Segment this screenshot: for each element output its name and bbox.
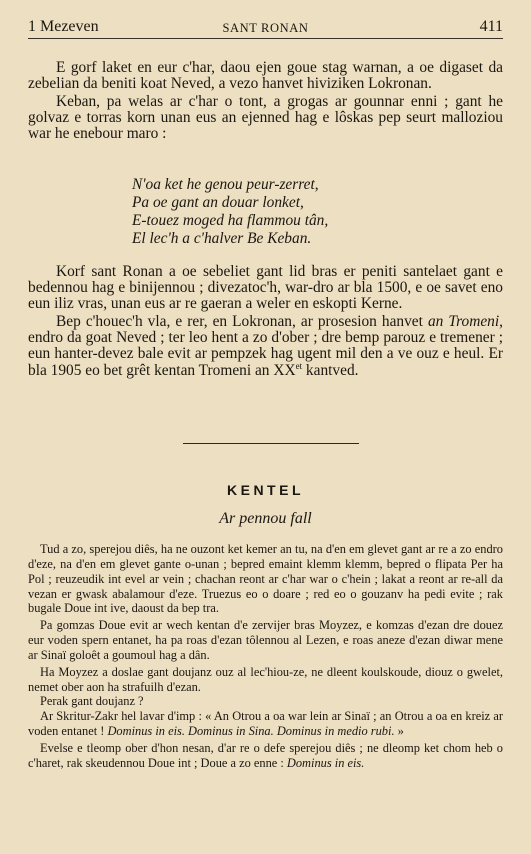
lesson-paragraph: Tud a zo, sperejou diês, ha ne ouzont ket kemer an tu, na d'en em glevet gant ar re a zo endro d'eze, na d'en em glevet gante o-unan ; bepred emaint klemm klemm, bepred o flipata Per ha Pol ; reuzeudik int evel ar vein ; chachan reont ar c'har war o c'hein ; lakat a reont ar re-all da vezan er gwask abalamour d'eze. Truezus eo o doare ; red eo o gouzanv ha pedi evite ; rak bugale Doue int ive, daoust da bep tra. xyxy=(28,542,503,616)
poem-line: El lec'h a c'halver Be Keban. xyxy=(132,230,312,247)
lesson-paragraph: Ha Moyzez a doslae gant doujanz ouz al lec'hiou-ze, ne dleent koulskoude, diouz o gwelet, nemet ober aon ha strafuilh d'ezan. xyxy=(28,664,503,694)
running-header xyxy=(28,14,503,39)
superscript: et xyxy=(295,360,303,371)
section-divider xyxy=(183,443,359,444)
kentel-title: KENTEL xyxy=(227,482,304,498)
header-title: SANT RONAN xyxy=(222,21,309,35)
body-paragraph: Korf sant Ronan a oe sebeliet gant lid bras er peniti santelaet gant e bedennou hag e binijennou ; divezatoc'h, war-dro ar bla 1500, e oe savet eno eun iliz vras, unan eus ar re gaeran a weler en eskopti Kerne. xyxy=(28,263,503,313)
intro-paragraph: E gorf laket en eur c'har, daou ejen goue stag warnan, a oe digaset da zebelian da beniti koat Neved, a vezo hanvet hiviziken Lokronan. xyxy=(28,59,503,93)
page-number: 411 xyxy=(479,18,503,35)
latin-quote: Dominus in eis. xyxy=(286,755,365,770)
lesson-paragraph: Pa gomzas Doue evit ar wech kentan d'e zervijer bras Moyzez, e komzas d'ezan dre douez eur voden spern entanet, ha pa roas d'ezan tôlennou al Lezen, e roas aneze d'ezan diwar mene ar Sinaï goloêt a goumoul hag a dân. xyxy=(28,618,503,662)
lesson-paragraph: Evelse e tleomp ober d'hon nesan, d'ar re o defe sperejou diês ; ne dleomp ket chom heb o c'haret, rak skeudennou Doue int ; Doue a zo enne : Dominus in eis. xyxy=(28,740,503,770)
poem-line: N'oa ket he genou peur-zerret, xyxy=(132,176,319,193)
after-poem-section xyxy=(28,264,503,379)
body-paragraph: Bep c'houec'h vla, e rer, en Lokronan, ar prosesion hanvet an Tromeni, endro da goat Neved ; ter leo hent a zo d'ober ; dre bemp parouz e tremener ; eun hanter-devez bale evit ar pempzek hag ugent mil den a ve ouz e heul. Er bla 1905 eo bet grêt kentan Tromeni an $XX^{et}$ kantved. xyxy=(28,313,503,379)
intro-section xyxy=(28,60,503,142)
poem-line: Pa oe gant an douar lonket, xyxy=(132,194,304,211)
lesson-paragraph: Ar Skritur-Zakr hel lavar d'imp : « An Otrou a oa war lein ar Sinaï ; an Otrou a oa en kreiz ar voden entanet ! Dominus in eis. Dominus in Sina. Dominus in medio rubi. » xyxy=(28,709,503,739)
header-date: 1 Mezeven xyxy=(28,18,99,35)
kentel-subtitle: Ar pennou fall xyxy=(219,510,312,527)
latin-quote: Dominus in eis. Dominus in Sina. Dominus in medio rubi. xyxy=(107,724,395,739)
poem-line: E-touez moged ha flammou tân, xyxy=(132,212,329,229)
intro-paragraph: Keban, pa welas ar c'har o tont, a grogas ar gounnar enni ; gant he golvaz e torras korn unan eus an ejenned hag e lôskas pep seurt malloziou war he enebour maro : xyxy=(28,93,503,143)
poem-verse xyxy=(28,176,503,248)
kentel-body xyxy=(28,542,503,771)
lesson-paragraph: Perak gant doujanz ? xyxy=(40,694,144,709)
tromeni-italic: an Tromeni xyxy=(427,313,500,331)
